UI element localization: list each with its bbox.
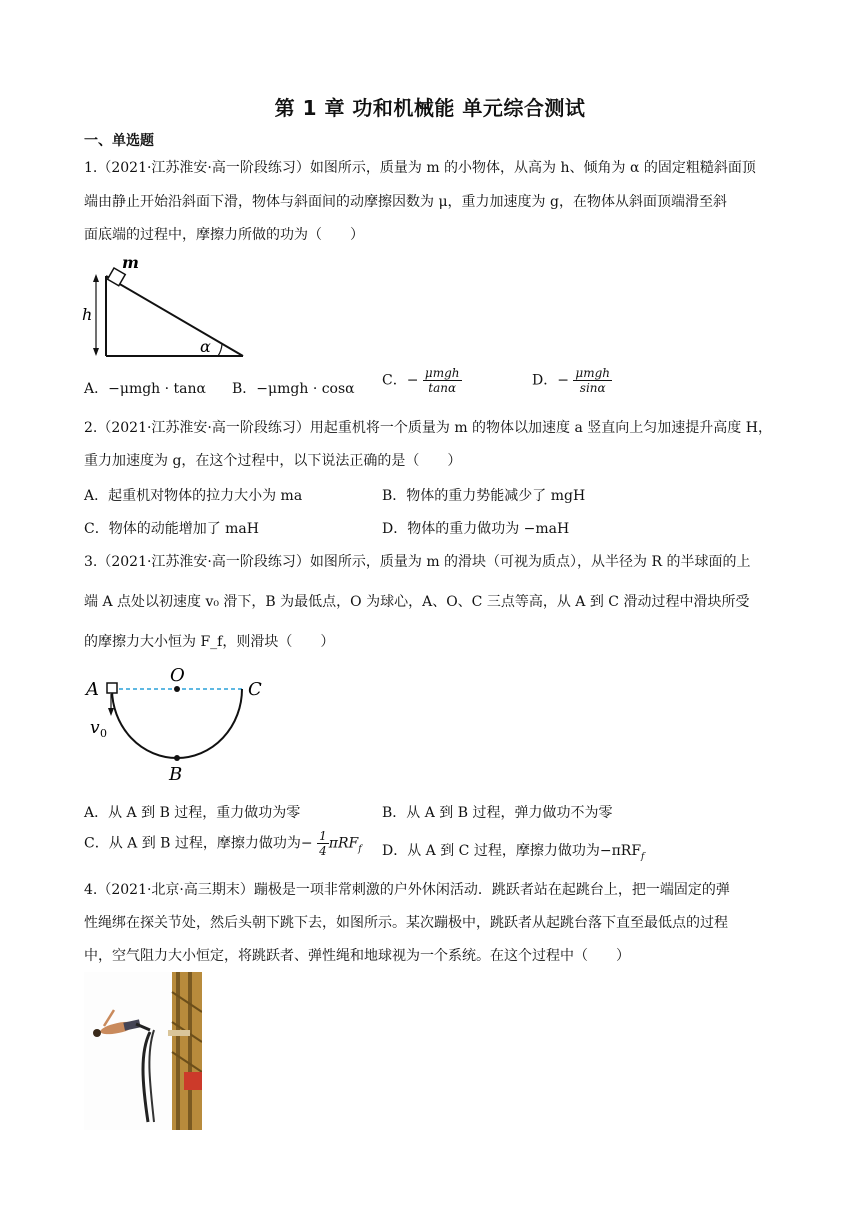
label-h: h bbox=[82, 305, 93, 324]
section-heading: 一、单选题 bbox=[84, 133, 154, 149]
q2-option-c: C．物体的动能增加了 maH bbox=[84, 521, 259, 537]
label-a: A bbox=[86, 679, 99, 700]
bungee-photo bbox=[84, 972, 202, 1130]
q1-option-c: C．− $\frac{\text{μmgh}}{\tan\alpha}$ bbox=[382, 366, 460, 395]
q1-option-d: D．− $\frac{\text{μmgh}}{\sin\alpha}$ bbox=[532, 366, 611, 395]
q1-line-3: 面底端的过程中，摩擦力所做的功为（ ） bbox=[84, 227, 364, 243]
q2-line-1: 2.（2021·江苏淮安·高一阶段练习）用起重机将一个质量为 m 的物体以加速度 a 竖直向上匀加速提升高度 H， bbox=[84, 420, 772, 436]
q4-line-3: 中，空气阻力大小恒定，将跳跃者、弹性绳和地球视为一个系统。在这个过程中（ ） bbox=[84, 948, 630, 964]
page-title: 第 1 章 功和机械能 单元综合测试 bbox=[274, 96, 586, 120]
label-c: C bbox=[248, 679, 262, 700]
q3-line-1: 3.（2021·江苏淮安·高一阶段练习）如图所示，质量为 m 的滑块（可视为质点），从半径为 R 的半球面的上 bbox=[84, 554, 751, 570]
q2-option-b: B．物体的重力势能减少了 mgH bbox=[382, 488, 586, 504]
label-alpha: α bbox=[200, 337, 211, 356]
q3-option-b: B．从 A 到 B 过程，弹力做功不为零 bbox=[382, 805, 613, 821]
q3-option-d: D．从 A 到 C 过程，摩擦力做功为−πRF$_f$ bbox=[382, 843, 645, 862]
label-v-subscript: 0 bbox=[100, 727, 107, 740]
q2-option-d: D．物体的重力做功为 −maH bbox=[382, 521, 570, 537]
q4-line-2: 性绳绑在探关节处，然后头朝下跳下去，如图所示。某次蹦极中，跳跃者从起跳台落下直至最低点的过程 bbox=[84, 915, 728, 931]
q3-line-3: 的摩擦力大小恒为 F_f，则滑块（ ） bbox=[84, 634, 335, 650]
q2-option-a: A．起重机对物体的拉力大小为 ma bbox=[84, 488, 303, 504]
q1-d-denominator: sinα bbox=[579, 381, 606, 395]
q3-c-denominator: 4 bbox=[319, 844, 327, 858]
label-o: O bbox=[170, 665, 185, 686]
q3-c-numerator: 1 bbox=[319, 829, 327, 843]
q3-option-a: A．从 A 到 B 过程，重力做功为零 bbox=[84, 805, 301, 821]
q1-option-a: A．−μmgh · tanα bbox=[84, 381, 206, 397]
q4-line-1: 4.（2021·北京·高三期末）蹦极是一项非常刺激的户外休闲活动．跳跃者站在起跳台上，把一端固定的弹 bbox=[84, 882, 730, 898]
q1-c-numerator: μmgh bbox=[424, 366, 460, 380]
q2-line-2: 重力加速度为 g，在这个过程中，以下说法正确的是（ ） bbox=[84, 453, 462, 469]
q1-d-numerator: μmgh bbox=[575, 366, 611, 380]
label-m: m bbox=[122, 254, 139, 272]
q1-line-1: 1.（2021·江苏淮安·高一阶段练习）如图所示，质量为 m 的小物体，从高为 h、倾角为 α 的固定粗糙斜面顶 bbox=[84, 160, 756, 176]
incline-figure bbox=[78, 254, 253, 364]
q1-option-b: B．−μmgh · cosα bbox=[232, 381, 355, 397]
q3-option-c: C．从 A 到 B 过程，摩擦力做功为− $\frac{1}{4}$ πRF$_f$ bbox=[84, 829, 362, 858]
hemisphere-figure bbox=[82, 660, 277, 785]
label-v: v bbox=[90, 718, 100, 738]
q1-c-denominator: tanα bbox=[428, 381, 457, 395]
q3-line-2: 端 A 点处以初速度 v₀ 滑下，B 为最低点，O 为球心，A、O、C 三点等高，从 A 到 C 滑动过程中滑块所受 bbox=[84, 594, 750, 610]
q1-line-2: 端由静止开始沿斜面下滑，物体与斜面间的动摩擦因数为 μ，重力加速度为 g，在物体从斜面顶端滑至斜 bbox=[84, 194, 727, 210]
label-b: B bbox=[169, 764, 183, 785]
